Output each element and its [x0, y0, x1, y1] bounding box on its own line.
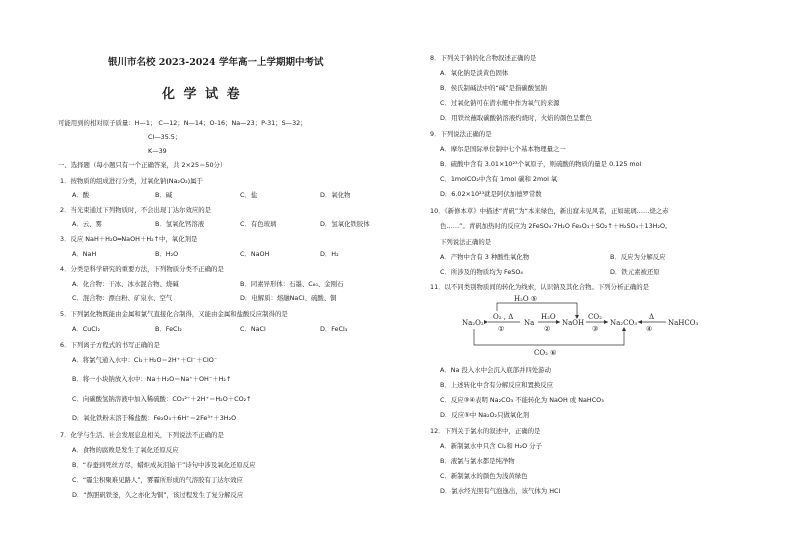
- option: A．NaH: [72, 250, 97, 258]
- option: A．云、雾: [72, 220, 102, 228]
- option: A．Na 投入水中会沉入底部并四处游动: [440, 366, 551, 374]
- option: A．化合物：干冰、冰水混合物、烧碱: [72, 280, 179, 288]
- option: A．氧化钠是淡黄色固体: [440, 69, 509, 77]
- question-stem: 10．《新修本草》中描述“青矾”为“本来绿色，新出窟未见风者，正如琉璃……烧之赤: [430, 207, 669, 215]
- school-title: 银川市名校 2023-2024 学年高一上学期期中考试: [108, 57, 324, 68]
- question-stem: 5．下列氯化物既能由金属和氯气直接化合制得，又能由金属和盐酸反应制得的是: [60, 310, 288, 318]
- diagram-arrowhead: [622, 327, 626, 331]
- diagram-top-label: H₂O ⑤: [514, 295, 538, 303]
- question-stem: 4．分类是科学研究的重要方法，下列物质分类不正确的是: [60, 265, 224, 273]
- option: A．摩尔是国际单位制中七个基本物理量之一: [440, 145, 566, 153]
- section1-title: 一、选择题（每小题只有一个正确答案，共 2×25＝50分）: [58, 161, 227, 169]
- diagram-nahco3: NaHCO₃: [668, 319, 699, 327]
- option: B．液氯与氯水都是纯净物: [440, 457, 515, 465]
- diagram-step4-reagent: Δ: [649, 313, 655, 321]
- option: B．“春蚕到死丝方尽，蜡炬成灰泪始干”诗句中涉及氧化还原反应: [72, 461, 256, 469]
- diagram-arrowhead: [604, 320, 608, 324]
- atomic-masses-line1: 可能用到的相对原子质量：H—1； C—12；N—14；O-16；Na—23；P-31；S—32；: [58, 119, 307, 127]
- question-stem: 6．下列离子方程式的书写正确的是: [60, 341, 160, 349]
- diagram-bottom-label: CO₂ ⑥: [534, 349, 557, 357]
- option: D．6.02×10²³就是阿伏加德罗常数: [440, 190, 542, 198]
- option: A．酸: [72, 191, 90, 199]
- question-stem: 7．化学与生活、社会发展息息相关，下列说法不正确的是: [60, 431, 224, 439]
- option: B．硫酸中含有 3.01×10²³个氧原子，则硫酸的物质的量是 0.125 mol: [440, 160, 642, 168]
- option: C．向碳酸氢钠溶液中加入稀硫酸：CO₃²⁻＋2H⁺＝H₂O＋CO₂↑: [72, 395, 252, 403]
- question-substem: 下列说法正确的是: [440, 238, 492, 246]
- option: C．NaCl: [240, 325, 266, 333]
- option: D．反应⑤中 Na₂O₂只做氧化剂: [440, 411, 530, 419]
- diagram-arrowhead: [638, 320, 642, 324]
- diagram-arrowhead: [484, 320, 488, 324]
- option: D．氯水经光照有气泡逸出，该气体为 HCl: [440, 487, 561, 495]
- option: D．氢氧化铁胶体: [320, 220, 370, 228]
- option: D．铁元素被还原: [610, 268, 660, 276]
- diagram-step1-reagent: O₂ , Δ: [493, 313, 514, 321]
- option: B．氢氧化钙溶液: [155, 220, 205, 228]
- option: B．同素异形体：石墨、C₆₀、金刚石: [240, 280, 344, 288]
- option: A．食物的腐败是发生了氧化还原反应: [72, 446, 179, 454]
- option: B．H₂O: [155, 250, 179, 258]
- option: B．侯氏制碱法中的“碱”是指碳酸氢钠: [440, 84, 547, 92]
- question-stem-continued: 色……”。青矾加热时的反应为 2FeSO₄·7H₂O Fe₂O₃＋SO₂↑＋H₂SO₄＋13H₂O。: [440, 222, 672, 230]
- sodium-conversion-diagram: [462, 293, 712, 359]
- option: B．FeCl₂: [155, 325, 182, 333]
- option: C．过氧化钠可在潜水艇中作为氧气的来源: [440, 99, 560, 107]
- question-stem: 3．反应 NaH＋H₂O═NaOH＋H₂↑中，氧化剂是: [60, 235, 198, 243]
- option: A．产物中含有 3 种酸性氧化物: [440, 253, 530, 261]
- question-stem: 1．按物质的组成进行分类，过氧化钠(Na₂O₂)属于: [60, 177, 203, 185]
- option: D．“熬胆矾铁釜，久之亦化为铜”，该过程发生了复分解反应: [72, 491, 244, 499]
- diagram-na: Na: [524, 319, 535, 327]
- diagram-naoh: NaOH: [562, 319, 585, 327]
- diagram-na2o2: Na₂O₂: [462, 319, 484, 327]
- option: C．反应③④表明 Na₂CO₃ 不能转化为 NaOH 或 NaHCO₃: [440, 396, 604, 404]
- question-stem: 8．下列关于钠的化合物叙述正确的是: [430, 54, 537, 62]
- option: B．反应为分解反应: [610, 253, 666, 261]
- question-stem: 9．下列说法正确的是: [430, 130, 492, 138]
- diagram-step3-reagent: CO₂: [588, 313, 602, 321]
- option: B．将一小块钠放入水中：Na＋H₂O＝Na⁺＋OH⁻＋H₂↑: [72, 375, 232, 383]
- option: D．氧化物: [320, 191, 351, 199]
- question-stem: 11．以不同类别物质间的转化为线索，认识钠及其化合物。下列分析正确的是: [430, 283, 650, 291]
- atomic-masses-line2: Cl—35.5；: [148, 133, 182, 141]
- diagram-step2-num: ②: [544, 325, 551, 333]
- atomic-masses-line3: K—39: [148, 147, 167, 155]
- option: C．混合物：漂白粉、矿泉水、空气: [72, 294, 173, 302]
- question-stem: 12．下列关于氯水的叙述中，正确的是: [430, 427, 541, 435]
- option: C．NaOH: [240, 250, 270, 258]
- option: A．将氯气通入水中：Cl₂＋H₂O＝2H⁺＋Cl⁻＋ClO⁻: [72, 356, 218, 364]
- option: D．氧化铁粉末溶于稀盐酸：Fe₂O₃＋6H⁺＝2Fe³⁺＋3H₂O: [72, 414, 237, 422]
- diagram-step4-num: ④: [646, 325, 653, 333]
- diagram-step1-num: ①: [498, 325, 505, 333]
- option: A．CuCl₂: [72, 325, 101, 333]
- diagram-step2-reagent: H₂O: [541, 313, 556, 321]
- option: C．新制氯水的颜色为浅黄绿色: [440, 472, 528, 480]
- option: D．H₂: [320, 250, 339, 258]
- subject-title: 化 学 试 卷: [162, 87, 242, 102]
- question-stem: 2．当光束通过下列物质时，不会出现丁达尔效应的是: [60, 206, 212, 214]
- diagram-step3-num: ③: [592, 325, 599, 333]
- option: D．电解质：熔融NaCl、硫酸、铜: [240, 294, 337, 302]
- option: B．上述转化中含有分解反应和置换反应: [440, 381, 554, 389]
- option: D．用铁丝蘸取碳酸钠溶液灼烧时，火焰的颜色呈紫色: [440, 114, 592, 122]
- option: B．碱: [155, 191, 173, 199]
- option: A．新制氯水中只含 Cl₂和 H₂O 分子: [440, 442, 542, 450]
- option: C．“霾尘积聚难见路人”，雾霾所形成的气溶胶有丁达尔效应: [72, 476, 243, 484]
- option: C．所涉及的物质均为 FeSO₄: [440, 268, 523, 276]
- option: C．1molCO₂中含有 1mol 碳和 2mol 氧: [440, 175, 558, 183]
- diagram-arrowhead: [556, 320, 560, 324]
- option: C．有色玻璃: [240, 220, 277, 228]
- option: D．FeCl₃: [320, 325, 348, 333]
- option: C．盐: [240, 191, 258, 199]
- diagram-na2co3: Na₂CO₃: [610, 319, 638, 327]
